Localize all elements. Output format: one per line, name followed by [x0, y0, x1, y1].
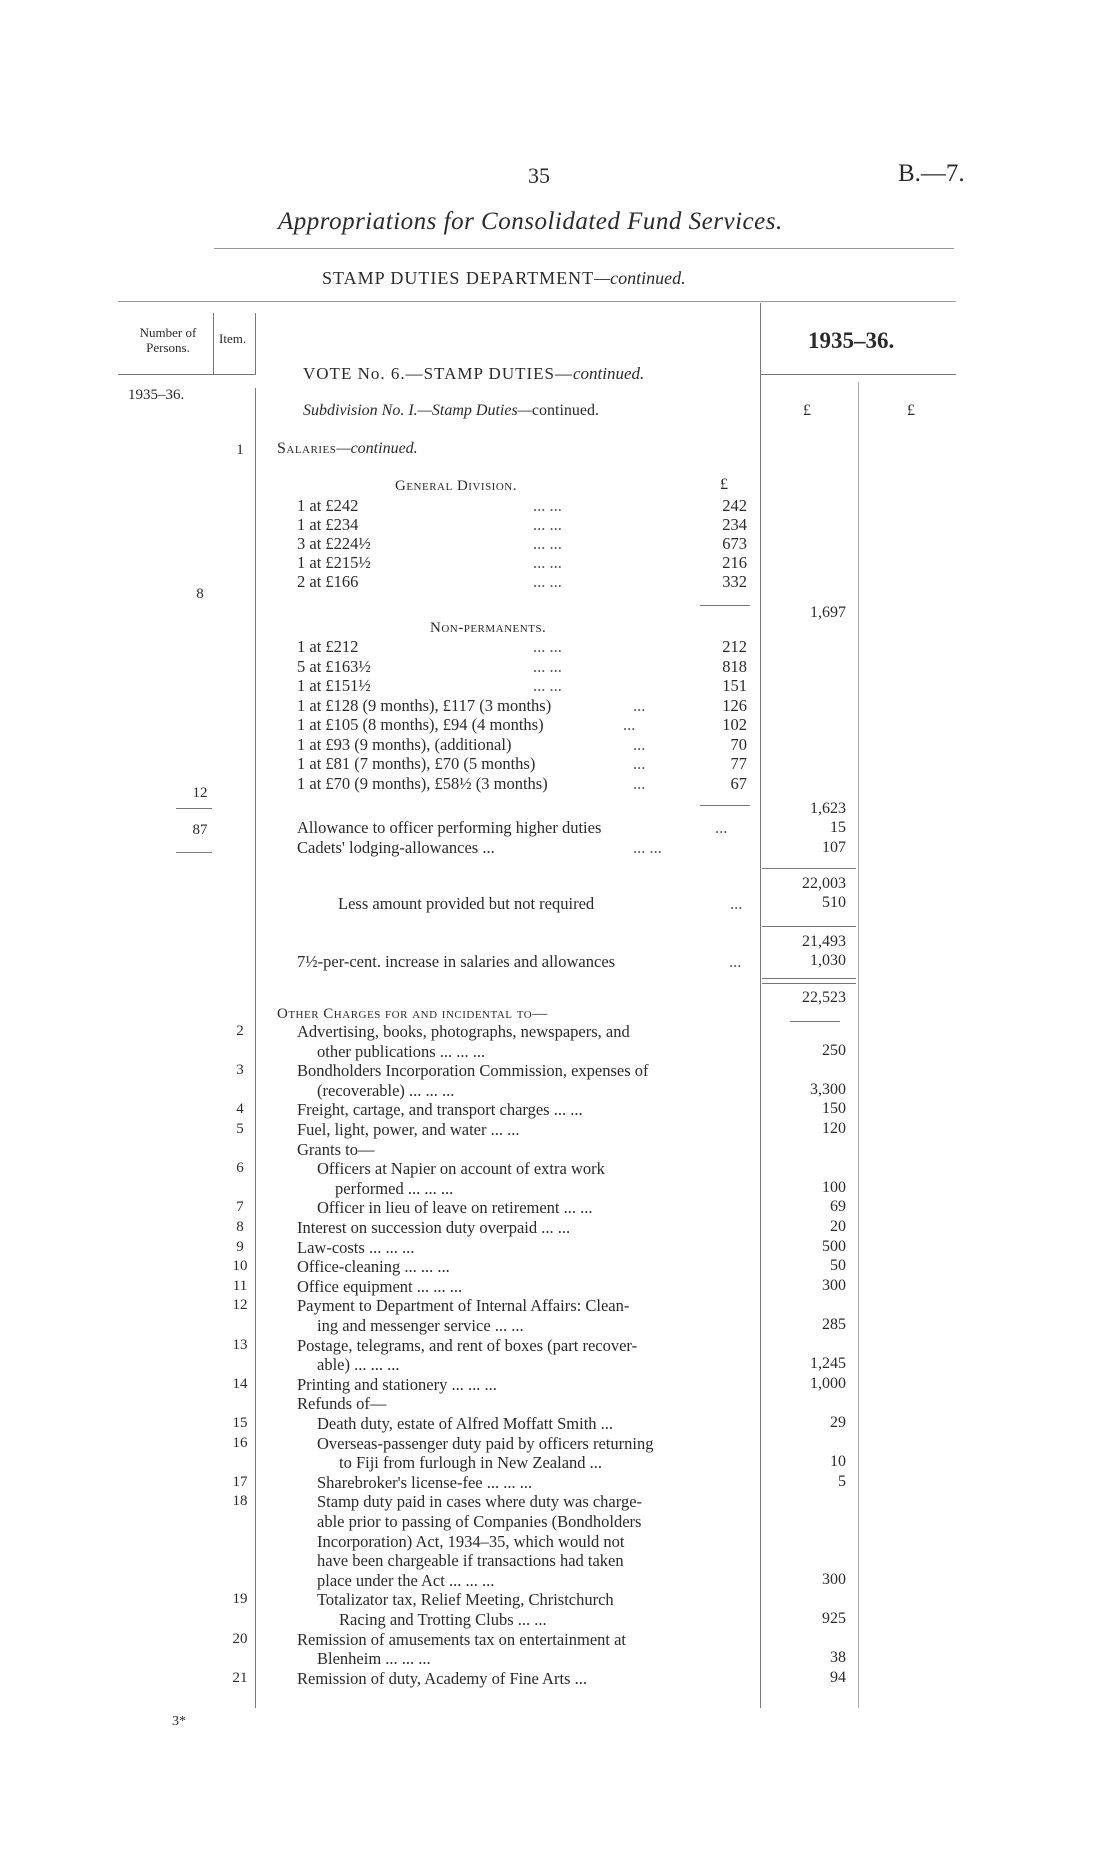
salaries-suffix: —continued.: [336, 440, 418, 457]
salary-row: [297, 696, 747, 715]
charge-amount: 94: [830, 1668, 846, 1686]
dots: ...: [715, 818, 728, 837]
non-permanents-rows: [297, 637, 747, 797]
persons-rule: [176, 852, 212, 853]
column-rule-persons: [213, 313, 214, 374]
charge-desc: Racing and Trotting Clubs ... ...: [339, 1610, 547, 1629]
salary-row: [297, 735, 747, 754]
department-name: STAMP DUTIES DEPARTMENT: [322, 268, 595, 288]
charge-line: [297, 1120, 757, 1139]
year-header-rule: [760, 374, 956, 375]
charge-item-number: 17: [232, 1473, 248, 1490]
charge-desc: Advertising, books, photographs, newspapers, and: [297, 1022, 630, 1041]
salary-value: 673: [722, 534, 747, 553]
charge-line: [297, 1669, 757, 1688]
charge-item-number: 4: [236, 1101, 244, 1118]
charge-item-number: 3: [236, 1062, 244, 1079]
salary-desc: 1 at £212: [297, 637, 359, 656]
charge-desc: performed ... ... ...: [335, 1178, 454, 1198]
charge-amount: 925: [822, 1610, 846, 1627]
subtotal-rule: [700, 605, 750, 606]
charge-desc: able) ... ... ...: [317, 1355, 400, 1375]
salary-row: [297, 657, 747, 676]
salary-value: 242: [722, 496, 747, 515]
charge-line: [297, 1140, 757, 1159]
dots: ...: [633, 754, 646, 773]
charge-line: [297, 1022, 757, 1041]
charge-line: [297, 1394, 757, 1413]
salary-value: 67: [730, 773, 747, 793]
charge-line: [297, 1316, 757, 1335]
charge-line: [297, 1179, 757, 1198]
subdivision-name: Subdivision No. I.—Stamp Duties—: [303, 402, 532, 419]
dots: ...: [633, 734, 646, 754]
charge-amount: 38: [830, 1649, 846, 1667]
charge-desc: other publications ... ... ...: [317, 1041, 486, 1061]
other-charges-heading: Other Charges for and incidental to—: [277, 1006, 548, 1022]
charge-item-number: 19: [232, 1591, 248, 1608]
charge-amount: 29: [830, 1414, 846, 1431]
charge-desc: Freight, cartage, and transport charges ... ...: [297, 1100, 583, 1120]
charge-line: [297, 1296, 757, 1315]
charge-line: [297, 1159, 757, 1178]
salary-desc: 1 at £234: [297, 515, 359, 534]
pound-sign: £: [720, 476, 728, 493]
vote-suffix: continued.: [572, 364, 645, 383]
charge-desc: Overseas-passenger duty paid by officers returning: [317, 1433, 654, 1453]
salary-value: 151: [722, 676, 747, 695]
cadets-row: [297, 838, 747, 857]
charge-item-number: 9: [236, 1238, 244, 1255]
total-rule: [762, 926, 856, 927]
salaries-heading: [277, 440, 418, 458]
increase-row: [297, 952, 747, 971]
salary-value: 234: [722, 515, 747, 534]
charge-line: [297, 1590, 757, 1609]
charge-line: [297, 1100, 757, 1119]
charge-item-number: 7: [236, 1199, 244, 1216]
charge-item-number: 18: [232, 1493, 248, 1510]
department-heading: [322, 268, 686, 289]
charge-desc: to Fiji from furlough in New Zealand ...: [339, 1453, 603, 1473]
title-rule: [214, 248, 954, 249]
column-rule-amount-inner: [858, 382, 859, 1708]
charge-desc: able prior to passing of Companies (Bondholders: [317, 1512, 642, 1531]
total-rule-double: [762, 983, 856, 984]
grand-total: 22,523: [802, 989, 846, 1006]
charge-desc: have been chargeable if transactions had taken: [317, 1551, 624, 1571]
non-permanents-heading: Non-permanents.: [430, 620, 547, 636]
department-suffix: —continued.: [594, 268, 686, 288]
salary-row: [297, 637, 747, 656]
charge-amount: 500: [822, 1237, 846, 1255]
salary-desc: 1 at £93 (9 months), (additional): [297, 734, 512, 754]
less-amount: 510: [822, 894, 846, 911]
persons-count: 8: [196, 586, 204, 602]
charge-desc: Postage, telegrams, and rent of boxes (part recover-: [297, 1335, 638, 1355]
cadets-desc: Cadets' lodging-allowances ...: [297, 838, 495, 857]
charge-desc: Refunds of—: [297, 1394, 387, 1414]
subtotal-2: 21,493: [802, 933, 846, 950]
salary-row: [297, 676, 747, 695]
charge-desc: place under the Act ... ... ...: [317, 1570, 495, 1590]
salary-desc: 2 at £166: [297, 572, 359, 591]
charge-desc: Officers at Napier on account of extra work: [317, 1159, 605, 1179]
charge-item-number: 21: [232, 1669, 248, 1686]
salary-desc: 1 at £215½: [297, 553, 371, 572]
charge-amount: 69: [830, 1198, 846, 1216]
increase-desc: 7½-per-cent. increase in salaries and allowances: [297, 952, 616, 971]
charge-amount: 50: [830, 1257, 846, 1275]
salary-desc: 1 at £128 (9 months), £117 (3 months): [297, 695, 552, 715]
charge-item-number: 11: [232, 1277, 248, 1294]
charge-desc: Printing and stationery ... ... ...: [297, 1374, 497, 1394]
column-rule-item-top: [255, 313, 256, 374]
vote-title: [303, 364, 644, 384]
general-division-rows: [297, 496, 747, 596]
charge-desc: Remission of amusements tax on entertainment at: [297, 1629, 627, 1649]
dots: ...: [729, 952, 742, 971]
dots: ...: [730, 894, 743, 913]
charge-line: [297, 1277, 757, 1296]
charge-desc: Law-costs ... ... ...: [297, 1237, 415, 1257]
charge-item-number: 5: [236, 1121, 244, 1137]
short-rule: [790, 1021, 840, 1022]
charge-line: [297, 1238, 757, 1257]
charge-desc: Death duty, estate of Alfred Moffatt Smith ...: [317, 1414, 614, 1433]
salary-row: [297, 572, 747, 591]
salary-row: [297, 774, 747, 793]
charge-desc: Interest on succession duty overpaid ... ...: [297, 1218, 571, 1237]
charge-item-number: 6: [236, 1160, 244, 1177]
document-reference: B.—7.: [898, 160, 965, 187]
charge-line: [297, 1532, 757, 1551]
charge-line: [297, 1492, 757, 1511]
general-division-total: 1,697: [810, 604, 846, 621]
salary-value: 70: [730, 734, 747, 754]
charge-line: [297, 1042, 757, 1061]
salary-desc: 3 at £224½: [297, 534, 371, 553]
charge-line: [297, 1551, 757, 1570]
charge-line: [297, 1081, 757, 1100]
column-header-year: 1935–36.: [808, 328, 895, 353]
charge-amount: 120: [822, 1120, 846, 1137]
total-rule: [762, 978, 856, 979]
subdivision-heading: [303, 402, 599, 420]
charge-desc: Sharebroker's license-fee ... ... ...: [317, 1472, 533, 1492]
dots: ...: [633, 695, 646, 715]
charge-desc: Officer in lieu of leave on retirement ... ...: [317, 1198, 593, 1218]
charge-desc: Incorporation) Act, 1934–35, which would not: [317, 1531, 625, 1551]
charge-amount: 100: [822, 1178, 846, 1196]
charge-desc: Remission of duty, Academy of Fine Arts ...: [297, 1668, 587, 1688]
salary-desc: 1 at £70 (9 months), £58½ (3 months): [297, 773, 548, 793]
salary-value: 332: [722, 572, 747, 591]
dots: ... ...: [533, 515, 562, 534]
total-persons: 87: [192, 822, 208, 838]
salary-desc: 1 at £242: [297, 496, 359, 515]
salary-row: [297, 754, 747, 773]
charge-line: [297, 1218, 757, 1237]
charge-item-number: 2: [236, 1023, 244, 1039]
charge-amount: 1,245: [810, 1355, 846, 1373]
charge-item-number: 8: [236, 1219, 244, 1235]
charge-line: [297, 1473, 757, 1492]
charge-desc: Payment to Department of Internal Affairs: Clean-: [297, 1296, 630, 1316]
charge-line: [297, 1061, 757, 1080]
charge-line: [297, 1355, 757, 1374]
page-signature: 3*: [172, 1714, 186, 1729]
salary-row: [297, 515, 747, 534]
charge-line: [297, 1512, 757, 1531]
dots: ...: [623, 715, 636, 734]
allowance-amount: 15: [830, 819, 846, 836]
vote-name: VOTE No. 6.—STAMP DUTIES—: [303, 364, 573, 383]
allowance-rows: [297, 818, 747, 858]
salary-row: [297, 496, 747, 515]
dots: ... ...: [633, 838, 662, 857]
charge-line: [297, 1434, 757, 1453]
dots: ... ...: [533, 572, 562, 591]
charge-desc: (recoverable) ... ... ...: [317, 1080, 455, 1100]
charge-line: [297, 1414, 757, 1433]
item-header-rule: [214, 374, 256, 375]
salary-value: 77: [730, 754, 747, 773]
charge-amount: 3,300: [810, 1080, 846, 1098]
charge-item-number: 15: [232, 1415, 248, 1431]
persons-rule: [176, 808, 212, 809]
header-rule: [118, 301, 956, 302]
charge-item-number: 10: [232, 1258, 248, 1275]
charge-line: [297, 1198, 757, 1217]
charge-amount: 150: [822, 1100, 846, 1118]
page-number: 35: [528, 163, 550, 188]
charge-amount: 285: [822, 1316, 846, 1333]
charge-desc: Grants to—: [297, 1139, 375, 1159]
charge-amount: 300: [822, 1276, 846, 1294]
column-rule-item: [255, 388, 256, 1708]
column-header-item: Item.: [219, 331, 247, 346]
charge-item-number: 13: [232, 1336, 248, 1353]
salary-desc: 5 at £163½: [297, 656, 371, 676]
dots: ... ...: [533, 534, 562, 553]
charge-desc: Stamp duty paid in cases where duty was charge-: [317, 1492, 643, 1512]
less-desc: Less amount provided but not required: [338, 894, 595, 913]
charge-item-number: 14: [232, 1375, 248, 1392]
salary-value: 212: [722, 637, 747, 656]
charge-desc: Bondholders Incorporation Commission, expenses of: [297, 1061, 649, 1081]
salary-desc: 1 at £81 (7 months), £70 (5 months): [297, 754, 536, 773]
charge-line: [297, 1649, 757, 1668]
charge-line: [297, 1257, 757, 1276]
salary-row: [297, 553, 747, 572]
charge-line: [297, 1610, 757, 1629]
salary-row: [297, 534, 747, 553]
pound-column-2: £: [907, 402, 915, 419]
dots: ... ...: [533, 496, 562, 515]
dots: ... ...: [533, 553, 562, 572]
charge-desc: Office equipment ... ... ...: [297, 1276, 463, 1296]
item-number: 1: [236, 442, 244, 458]
salary-value: 216: [722, 553, 747, 572]
dots: ...: [633, 773, 646, 793]
subtotal-1: 22,003: [802, 875, 846, 892]
charge-desc: Office-cleaning ... ... ...: [297, 1257, 450, 1277]
charge-line: [297, 1453, 757, 1472]
charge-line: [297, 1336, 757, 1355]
charge-amount: 1,000: [810, 1374, 846, 1392]
charge-item-number: 20: [232, 1630, 248, 1647]
salary-value: 102: [722, 715, 747, 734]
charge-amount: 250: [822, 1041, 846, 1059]
column-header-persons: Number of Persons.: [139, 325, 197, 355]
charge-item-number: 16: [232, 1434, 248, 1451]
charge-desc: Blenheim ... ... ...: [317, 1649, 431, 1669]
salary-value: 126: [722, 695, 747, 715]
dots: ... ...: [533, 656, 562, 676]
cadets-amount: 107: [822, 839, 846, 856]
charge-line: [297, 1630, 757, 1649]
charge-amount: 10: [830, 1453, 846, 1471]
persons-header-rule: [118, 374, 214, 375]
salary-value: 818: [722, 656, 747, 676]
charge-desc: Totalizator tax, Relief Meeting, Christchurch: [317, 1590, 614, 1610]
total-rule: [762, 868, 856, 869]
charge-amount: 20: [830, 1218, 846, 1235]
persons-count: 12: [192, 785, 208, 801]
less-row: [338, 894, 748, 913]
dots: ... ...: [533, 637, 562, 656]
subtotal-rule: [700, 805, 750, 806]
charge-amount: 300: [822, 1570, 846, 1588]
dots: ... ...: [533, 676, 562, 695]
non-permanents-total: 1,623: [810, 800, 846, 817]
general-division-heading: General Division.: [395, 478, 517, 494]
allowance-row: [297, 818, 747, 837]
charge-line: [297, 1375, 757, 1394]
allowance-desc: Allowance to officer performing higher duties: [297, 818, 602, 837]
pound-column-1: £: [803, 402, 811, 419]
salary-row: [297, 715, 747, 734]
salary-desc: 1 at £105 (8 months), £94 (4 months): [297, 715, 544, 734]
salaries-label: Salaries: [277, 440, 337, 457]
salary-desc: 1 at £151½: [297, 676, 371, 695]
charge-amount: 5: [838, 1472, 846, 1490]
subdivision-suffix: continued.: [531, 402, 599, 419]
charge-desc: ing and messenger service ... ...: [317, 1316, 524, 1335]
charge-line: [297, 1571, 757, 1590]
increase-amount: 1,030: [810, 952, 846, 969]
persons-year: 1935–36.: [128, 387, 185, 403]
page-title: Appropriations for Consolidated Fund Services.: [278, 208, 783, 235]
charge-desc: Fuel, light, power, and water ... ...: [297, 1120, 520, 1139]
charge-item-number: 12: [232, 1297, 248, 1314]
